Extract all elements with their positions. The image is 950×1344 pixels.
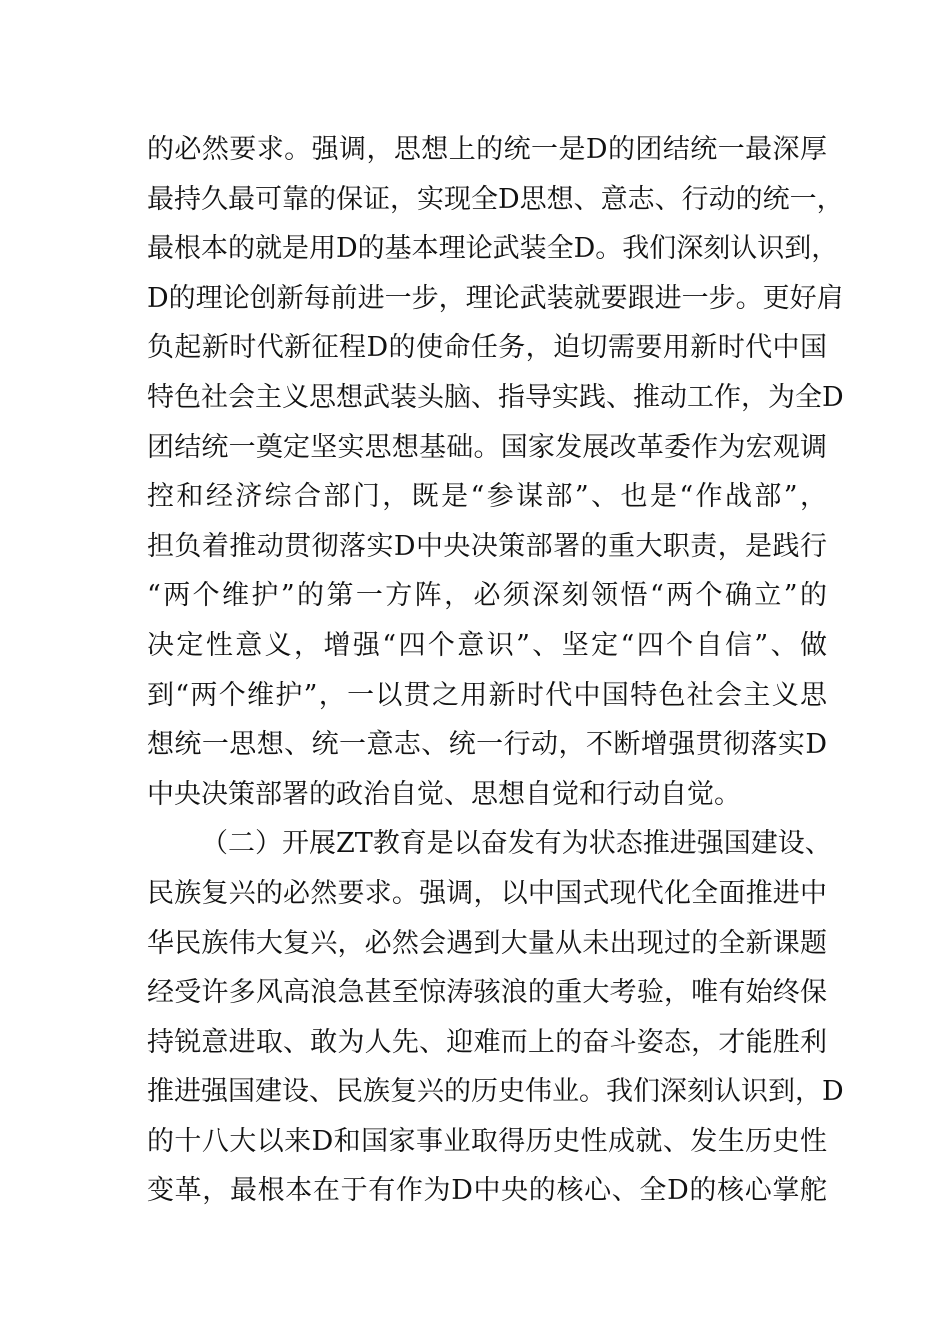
text-line: 的十八大以来D和国家事业取得历史性成就、发生历史性 (147, 1125, 827, 1157)
text-line: 控和经济综合部门，既是“参谋部”、也是“作战部”， (147, 481, 827, 513)
text-line: 负起新时代新征程D的使命任务，迫切需要用新时代中国 (147, 332, 827, 364)
text-line: 最持久最可靠的保证，实现全D思想、意志、行动的统一， (147, 183, 844, 215)
text-line: 经受许多风高浪急甚至惊涛骇浪的重大考验，唯有始终保 (147, 977, 827, 1009)
text-line: 推进强国建设、民族复兴的历史伟业。我们深刻认识到，D (147, 1076, 844, 1108)
text-line: 想统一思想、统一意志、统一行动，不断增强贯彻落实D (147, 729, 827, 761)
text-line: 特色社会主义思想武装头脑、指导实践、推动工作，为全D (147, 381, 844, 413)
text-line: 团结统一奠定坚实思想基础。国家发展改革委作为宏观调 (147, 431, 827, 463)
text-line: 民族复兴的必然要求。强调，以中国式现代化全面推进中 (147, 877, 827, 909)
text-line: 华民族伟大复兴，必然会遇到大量从未出现过的全新课题 (147, 927, 827, 959)
paragraph-end-line: 中央决策部署的政治自觉、思想自觉和行动自觉。 (147, 778, 741, 810)
text-line: 决定性意义，增强“四个意识”、坚定“四个自信”、做 (147, 629, 827, 661)
text-line: D的理论创新每前进一步，理论武装就要跟进一步。更好肩 (147, 282, 844, 314)
body-text (147, 125, 844, 1216)
section-heading-line: （二）开展ZT教育是以奋发有为状态推进强国建设、 (201, 828, 832, 860)
text-line: 到“两个维护”，一以贯之用新时代中国特色社会主义思 (147, 679, 827, 711)
text-line: “两个维护”的第一方阵，必须深刻领悟“两个确立”的 (147, 580, 827, 612)
text-line: 最根本的就是用D的基本理论武装全D。我们深刻认识到， (147, 233, 839, 265)
text-line: 变革，最根本在于有作为D中央的核心、全D的核心掌舵 (147, 1175, 827, 1207)
text-line: 持锐意进取、敢为人先、迎难而上的奋斗姿态，才能胜利 (147, 1026, 827, 1058)
text-line: 担负着推动贯彻落实D中央决策部署的重大职责，是践行 (147, 530, 827, 562)
text-line: 的必然要求。强调，思想上的统一是D的团结统一最深厚 (147, 134, 827, 165)
